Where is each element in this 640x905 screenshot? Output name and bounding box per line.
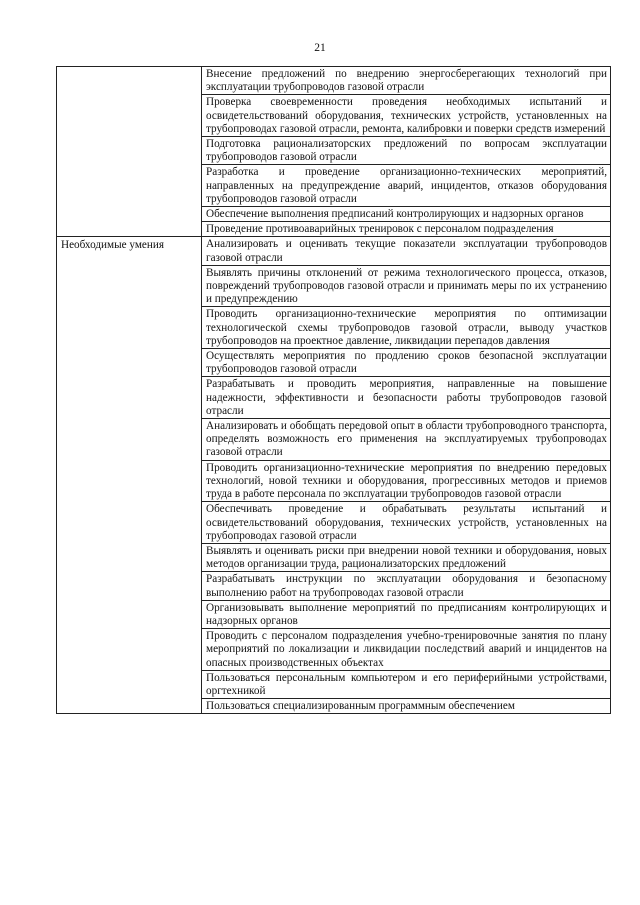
requirement-text: Обеспечение выполнения предписаний контролирующих и надзорных органов [202, 207, 611, 222]
requirement-text: Внесение предложений по внедрению энергосберегающих технологий при эксплуатации трубопроводов газовой отрасли [202, 67, 611, 95]
requirement-text: Осуществлять мероприятия по продлению сроков безопасной эксплуатации трубопроводов газовой отрасли [202, 349, 611, 377]
section-label-cell [57, 237, 202, 714]
table-row [57, 237, 611, 265]
requirement-text: Проводить организационно-технические мероприятия по оптимизации технологической схемы трубопроводов газовой отрасли, выводу участков трубопроводов на проектное давление, ликвидации перепадов давления [202, 307, 611, 349]
section-label: Необходимые умения [61, 239, 164, 252]
table-row [57, 67, 611, 95]
requirement-text: Проводить с персоналом подразделения учебно-тренировочные занятия по плану мероприятий по локализации и ликвидации последствий аварий и инцидентов на опасных производственных объектах [202, 629, 611, 671]
requirement-text: Анализировать и обобщать передовой опыт в области трубопроводного транспорта, определять возможность его применения на эксплуатируемых трубопроводах газовой отрасли [202, 419, 611, 461]
requirement-text: Проведение противоаварийных тренировок с персоналом подразделения [202, 222, 611, 237]
requirement-text: Разработка и проведение организационно-технических мероприятий, направленных на предупреждение аварий, инцидентов, отказов оборудования трубопроводов газовой отрасли [202, 165, 611, 207]
requirement-text: Обеспечивать проведение и обрабатывать результаты испытаний и освидетельствований оборудования, технических устройств, установленных на трубопроводах газовой отрасли [202, 502, 611, 544]
requirement-text: Подготовка рационализаторских предложений по вопросам эксплуатации трубопроводов газовой отрасли [202, 137, 611, 165]
requirement-text: Пользоваться специализированным программным обеспечением [202, 699, 611, 714]
requirement-text: Организовывать выполнение мероприятий по предписаниям контролирующих и надзорных органов [202, 600, 611, 628]
requirement-text: Проводить организационно-технические мероприятия по внедрению передовых технологий, новой техники и оборудования, прогрессивных методов и приемов труда в работе персонала по эксплуатации трубопроводов газовой отрасли [202, 460, 611, 502]
requirement-text: Выявлять причины отклонений от режима технологического процесса, отказов, повреждений трубопроводов газовой отрасли и принимать меры по их устранению и предупреждению [202, 265, 611, 307]
section-label-cell [57, 67, 202, 237]
requirement-text: Пользоваться персональным компьютером и его периферийными устройствами, оргтехникой [202, 670, 611, 698]
requirement-text: Анализировать и оценивать текущие показатели эксплуатации трубопроводов газовой отрасли [202, 237, 611, 265]
requirement-text: Проверка своевременности проведения необходимых испытаний и освидетельствований оборудования, технических устройств, установленных на трубопроводах газовой отрасли, ремонта, калибровки и поверки средств измерений [202, 95, 611, 137]
requirement-text: Выявлять и оценивать риски при внедрении новой техники и оборудования, новых методов организации труда, рационализаторских предложений [202, 543, 611, 571]
competency-table-body [57, 67, 611, 714]
requirement-text: Разрабатывать и проводить мероприятия, направленные на повышение надежности, эффективности и безопасности работы трубопроводов газовой отрасли [202, 377, 611, 419]
page-number: 21 [314, 42, 326, 54]
section-label [61, 68, 198, 69]
competency-table [56, 66, 611, 714]
requirement-text: Разрабатывать инструкции по эксплуатации оборудования и безопасному выполнению работ на трубопроводах газовой отрасли [202, 572, 611, 600]
